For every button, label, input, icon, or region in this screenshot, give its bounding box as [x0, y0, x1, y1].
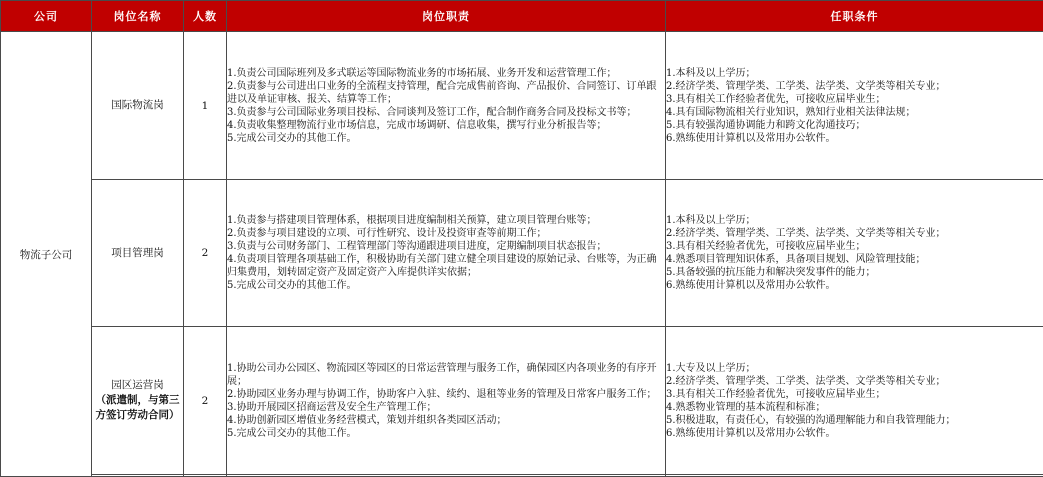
duty-item: 5.完成公司交办的其他工作。: [227, 427, 665, 440]
requirement-item: 1.本科及以上学历；: [666, 67, 1043, 80]
requirement-item: 4.具有国际物流相关行业知识，熟知行业相关法律法规；: [666, 106, 1043, 119]
duty-item: 2.负责参与公司进出口业务的全流程支持管理，配合完成售前咨询、产品报价、合同签订、订单跟进以及单证审核、报关、结算等工作；: [227, 80, 665, 106]
duty-item: 4.负责项目管理各项基础工作，积极协助有关部门建立健全项目建设的原始记录、台账等，为正确归集费用，划转固定资产及固定资产入库提供详实依据；: [227, 253, 665, 279]
position-count: 1: [184, 32, 227, 180]
position-name-cell: [92, 327, 184, 475]
position-count: 2: [184, 327, 227, 475]
requirement-item: 6.熟练使用计算机以及常用办公软件。: [666, 279, 1043, 292]
requirement-item: 1.本科及以上学历；: [666, 214, 1043, 227]
position-name-note: （派遣制，与第三方签订劳动合同）: [92, 393, 183, 423]
company-cell: 物流子公司: [1, 32, 92, 477]
duty-item: 1.协助公司办公园区、物流园区等园区的日常运营管理与服务工作，确保园区内各项业务的有序开展；: [227, 362, 665, 388]
duty-item: 3.协助开展园区招商运营及安全生产管理工作；: [227, 401, 665, 414]
table-row: [1, 180, 1043, 327]
table-row: [1, 327, 1043, 475]
requirement-item: 3.具有相关经验者优先，可接收应届毕业生；: [666, 240, 1043, 253]
header-row: [1, 1, 1043, 32]
table-row: [1, 32, 1043, 180]
header-duties: 岗位职责: [227, 1, 666, 32]
position-name: 园区运营岗: [111, 379, 164, 391]
requirement-item: 6.熟练使用计算机以及常用办公软件。: [666, 132, 1043, 145]
requirement-item: 4.熟悉物业管理的基本流程和标准；: [666, 401, 1043, 414]
requirement-item: 3.具有相关工作经验者优先，可接收应届毕业生；: [666, 388, 1043, 401]
duty-item: 5.完成公司交办的其他工作。: [227, 279, 665, 292]
requirement-item: 5.积极进取，有责任心，有较强的沟通理解能力和自我管理能力；: [666, 414, 1043, 427]
requirement-item: 5.具有较强沟通协调能力和跨文化沟通技巧；: [666, 119, 1043, 132]
position-name: 项目管理岗: [92, 180, 184, 327]
duty-item: 2.负责参与项目建设的立项、可行性研究、设计及投资审查等前期工作；: [227, 227, 665, 240]
requirement-item: 6.熟练使用计算机以及常用办公软件。: [666, 427, 1043, 440]
requirement-item: 2.经济学类、管理学类、工学类、法学类、文学类等相关专业；: [666, 227, 1043, 240]
position-count: 2: [184, 180, 227, 327]
header-count: 人数: [184, 1, 227, 32]
duty-item: 4.协助创新园区增值业务经营模式，策划并组织各类园区活动；: [227, 414, 665, 427]
requirement-item: 2.经济学类、管理学类、工学类、法学类、文学类等相关专业；: [666, 375, 1043, 388]
requirement-item: 4.熟悉项目管理知识体系，具备项目规划、风险管理技能；: [666, 253, 1043, 266]
duty-item: 4.负责收集整理物流行业市场信息，完成市场调研、信息收集，撰写行业分析报告等；: [227, 119, 665, 132]
duties-cell: [227, 180, 666, 327]
duty-item: 1.负责参与搭建项目管理体系，根据项目进度编制相关预算，建立项目管理台账等；: [227, 214, 665, 227]
duty-item: 3.负责与公司财务部门、工程管理部门等沟通跟进项目进度，定期编制项目状态报告；: [227, 240, 665, 253]
requirements-cell: [666, 32, 1043, 180]
requirement-item: 2.经济学类、管理学类、工学类、法学类、文学类等相关专业；: [666, 80, 1043, 93]
requirement-item: 3.具有相关工作经验者优先，可接收应届毕业生；: [666, 93, 1043, 106]
duties-cell: [227, 327, 666, 475]
requirements-cell: [666, 180, 1043, 327]
duty-item: 5.完成公司交办的其他工作。: [227, 132, 665, 145]
requirement-item: 5.具备较强的抗压能力和解决突发事件的能力；: [666, 266, 1043, 279]
duty-item: 1.负责公司国际班列及多式联运等国际物流业务的市场拓展、业务开发和运营管理工作；: [227, 67, 665, 80]
duty-item: 3.负责参与公司国际业务项目投标、合同谈判及签订工作，配合制作商务合同及投标文书等；: [227, 106, 665, 119]
position-name: 国际物流岗: [92, 32, 184, 180]
requirement-item: 1.大专及以上学历；: [666, 362, 1043, 375]
requirements-cell: [666, 327, 1043, 475]
duties-cell: [227, 32, 666, 180]
duty-item: 2.协助园区业务办理与协调工作，协助客户入驻、续约、退租等业务的管理及日常客户服务工作；: [227, 388, 665, 401]
header-company: 公司: [1, 1, 92, 32]
header-position: 岗位名称: [92, 1, 184, 32]
header-requirements: 任职条件: [666, 1, 1043, 32]
